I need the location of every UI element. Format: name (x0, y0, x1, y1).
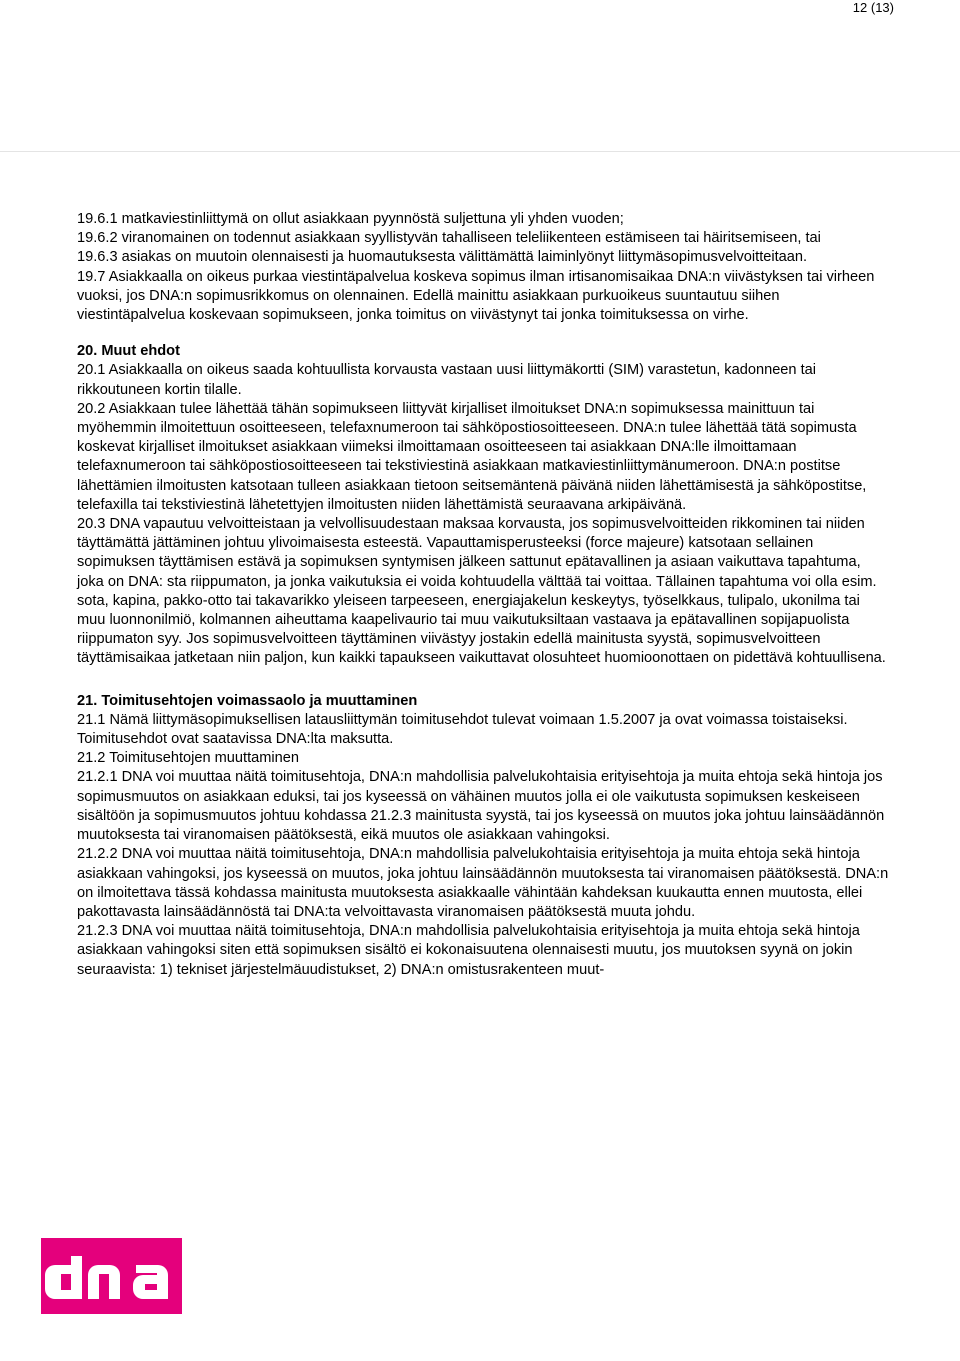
paragraph-20-3: 20.3 DNA vapautuu velvoitteistaan ja velvollisuudestaan maksaa korvausta, jos sopimusvelvoitteiden rikkominen tai niiden täyttämättä jättäminen johtuu ylivoimaisesta esteestä. Vapauttamisperusteeksi (force majeure) katsotaan sellainen sopimuksen täyttämisen estävä ja sopimuksen syntymisen jälkeen sattunut epätavallinen ja asiaan vaikuttava tapahtuma, joka on DNA: sta riippumaton, ja jonka vaikutuksia ei voida kohtuudella välttää tai voittaa. Tällainen tapahtuma voi olla esim. sota, kapina, pakko-otto tai takavarikko yleiseen tarpeeseen, energiajakelun keskeytys, työselkkaus, tulipalo, ukonilma tai muu luonnonilmiö, kolmannen aiheuttama kaapelivaurio tai muu vaikutuksiltaan vastaava ja epätavallinen sopijapuolista riippumaton syy. Jos sopimusvelvoitteen täyttäminen viivästyy jostakin edellä mainitusta syystä, sopimusvelvoitteen täyttämisaikaa jatketaan niin paljon, kun kaikki tapaukseen vaikuttavat olosuhteet huomioonottaen on pidettävä kohtuullisena. (77, 516, 886, 667)
paragraph-21-2-2: 21.2.2 DNA voi muuttaa näitä toimitusehtoja, DNA:n mahdollisia palvelukohtaisia erityisehtoja ja muita ehtoja sekä hintoja asiakkaan vahingoksi, jos kyseessä on muutos, joka johtuu lainsäädännön muutoksesta tai viranomaisen päätöksestä. DNA:n on ilmoitettava tässä kohdassa mainitusta muutoksesta asiakkaalle vähintään kahdeksan kuukautta ennen muutosta, ellei pakottavasta lainsäädännöstä tai DNA:ta velvoittavasta viranomaisen päätöksestä muuta johdu. (77, 846, 889, 920)
paragraph-21-2-3: 21.2.3 DNA voi muuttaa näitä toimitusehtoja, DNA:n mahdollisia palvelukohtaisia erityisehtoja ja muita ehtoja sekä hintoja asiakkaan vahingoksi siten että sopimuksen sisältö ei kokonaisuutena olennaisesti muutu, jos muutoksen syynä on jokin seuraavista: 1) tekniset järjestelmäuudistukset, 2) DNA:n omistusrakenteen muut- (77, 923, 860, 978)
section-20-heading: 20. Muut ehdot (77, 343, 180, 360)
section-19 (77, 210, 891, 325)
header-divider (0, 151, 960, 152)
dna-logo (41, 1238, 182, 1314)
paragraph-21-1: 21.1 Nämä liittymäsopimuksellisen latausliittymän toimitusehdot tulevat voimaan 1.5.2007 ja ovat voimassa toistaiseksi. Toimitusehdot ovat saatavissa DNA:lta maksutta. (77, 711, 848, 748)
paragraph-21-2: 21.2 Toimitusehtojen muuttaminen (77, 750, 300, 767)
paragraph-19-6-1: 19.6.1 matkaviestinliittymä on ollut asiakkaan pyynnöstä suljettuna yli yhden vuoden; (77, 211, 624, 227)
paragraph-19-7: 19.7 Asiakkaalla on oikeus purkaa viestintäpalvelua koskeva sopimus ilman irtisanomisaikaa DNA:n viivästyksen tai virheen vuoksi, jos DNA:n sopimusrikkomus on olennainen. Edellä mainittu asiakkaan purkuoikeus suuntautuu siihen viestintäpalvelua koskevaan sopimukseen, jonka toimitus on viivästynyt tai jonka toimituksessa on virhe. (77, 268, 875, 324)
paragraph-20-2: 20.2 Asiakkaan tulee lähettää tähän sopimukseen liittyvät kirjalliset ilmoitukset DNA:n sopimuksessa mainittuun tai myöhemmin ilmoitettuun osoitteeseen, telefaxnumeroon tai sähköpostiosoitteeseen. DNA:n tulee lähettää tätä sopimusta koskevat kirjalliset ilmoitukset asiakkaan viimeksi ilmoittamaan osoitteeseen tai asiakkaan DNA:lle ilmoittamaan telefaxnumeroon tai sähköpostiosoitteeseen tai tekstiviestinä asiakkaan matkaviestinliittymänumeroon. DNA:n postitse lähettämien ilmoitusten katsotaan tulleen asiakkaan tietoon seitsemäntenä päivänä niiden lähettämisestä ja sähköpostitse, telefaxilla tai tekstiviestinä lähetettyjen ilmoitusten niiden lähettämistä seuraavana arkipäivänä. (77, 400, 867, 513)
section-21 (77, 692, 891, 980)
paragraph-19-6-3: 19.6.3 asiakas on muutoin olennaisesti ja huomautuksesta välittämättä laiminlyönyt liittymäsopimusvelvoitteitaan. (77, 249, 808, 266)
paragraph-21-2-1: 21.2.1 DNA voi muuttaa näitä toimitusehtoja, DNA:n mahdollisia palvelukohtaisia erityisehtoja ja muita ehtoja sekä hintoja jos sopimusmuutos on asiakkaan eduksi, tai jos kyseessä on vähäinen muutos jolla ei ole vaikutusta sopimuksen keskeiseen sisältöön ja sopimusmuutos johtuu kohdassa 21.2.3 mainitusta syystä, tai jos kyseessä on muutos joka johtuu lainsäädännön muutoksesta tai viranomaisen päätöksestä, eikä muutos ole asiakkaan vahingoksi. (77, 769, 885, 844)
dna-logo-mark (41, 1238, 182, 1314)
section-20 (77, 342, 891, 668)
paragraph-20-1: 20.1 Asiakkaalla on oikeus saada kohtuullista korvausta vastaan uusi liittymäkortti (SIM) varastetun, kadonneen tai rikkoutuneen kortin tilalle. (77, 362, 817, 398)
page-number: 12 (13) (852, 0, 894, 15)
document-body (77, 210, 891, 980)
paragraph-19-6-2: 19.6.2 viranomainen on todennut asiakkaan syyllistyvän tahalliseen teleliikenteen estämiseen tai häiritsemiseen, tai (77, 230, 821, 247)
section-21-heading: 21. Toimitusehtojen voimassaolo ja muuttaminen (77, 692, 418, 709)
